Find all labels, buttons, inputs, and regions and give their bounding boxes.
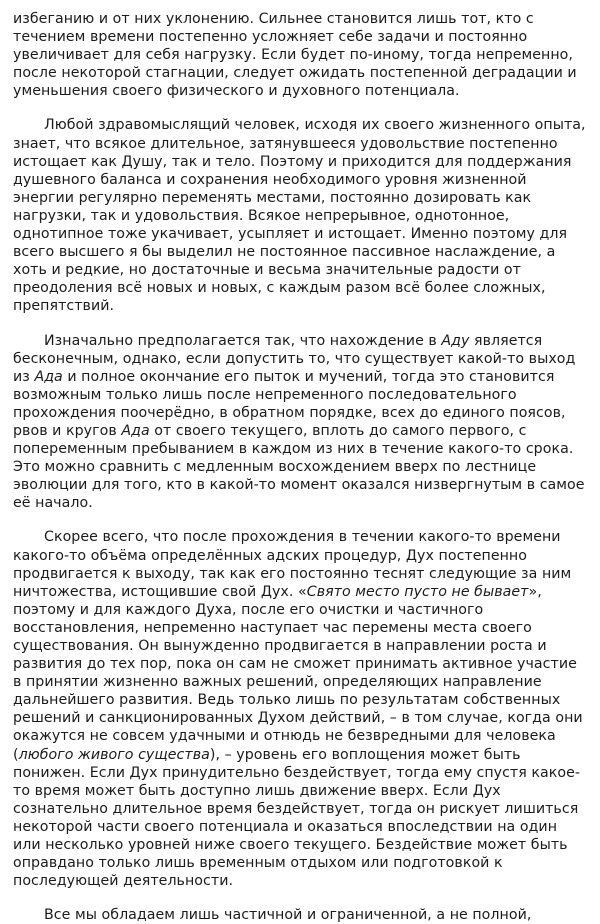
paragraph-3-italic-ada: Ада	[34, 368, 63, 385]
paragraph-4	[13, 528, 587, 890]
paragraph-4-text: », поэтому и для каждого Духа, после его очистки и частичного восстановления, непременно наступает час перемены места своего существования. Он вынужденно продвигается в направлении роста и развития до тех пор, пока он сам не сможет принимать активное участие в принятии жизненно важных решений, определяющих направление дальнейшего развития. Ведь только лишь по результатам собственных решений и санкционированных Духом действий, – в том случае, когда они окажутся не совсем удачными и отнюдь не безвредными для человека (	[13, 583, 583, 763]
paragraph-4-text: ), – уровень его воплощения может быть понижен. Если Дух принудительно бездействует, тогда ему спустя какое-то время может быть доступно лишь движение вверх. Если Дух сознательно длительное время бездействует, тогда он рискует лишиться некоторой части своего потенциала и оказаться впоследствии на один или несколько уровней ниже своего текущего. Бездействие может быть оправдано только лишь временным отдыхом или подготовкой к последующей деятельности.	[13, 746, 581, 890]
paragraph-1-text: избеганию и от них уклонению. Сильнее становится лишь тот, кто с течением времени постепенно усложняет себе задачи и постоянно увеличивает для себя нагрузку. Если будет по-иному, тогда непременно, после некоторой стагнации, следует ожидать постепенной деградации и уменьшения своего физического и духовного потенциала.	[13, 11, 577, 100]
paragraph-5-text: Все мы обладаем лишь частичной и ограниченной, а не полной,	[44, 907, 532, 924]
paragraph-3-text: Изначально предполагается так, что нахождение в	[44, 332, 442, 349]
paragraph-2	[13, 116, 587, 315]
paragraph-5	[13, 906, 587, 924]
paragraph-4-text: Скорее всего, что после прохождения в течении какого-то времени какого-то объёма определённых адских процедур, Дух постепенно продвигается к выходу, так как его постоянно теснят следующие за ним ничтожества, истощившие свой Дух. «	[13, 529, 572, 600]
paragraph-3-text: является бесконечным, однако, если допустить то, что существует какой-то выход из	[13, 332, 576, 385]
paragraph-3-text: и полное окончание его пыток и мучений, тогда это становится возможным только лишь после непременного последовательного прохождения поочерёдно, в обратном порядке, всех до единого поясов, рвов и кругов	[13, 368, 566, 439]
paragraph-4-italic-aside: любого живого существа	[18, 746, 210, 763]
paragraph-1	[13, 10, 587, 100]
paragraph-4-italic-quote: Свято место пусто не бывает	[306, 583, 529, 600]
book-page	[13, 10, 587, 924]
paragraph-2-text: Любой здравомыслящий человек, исходя их своего жизненного опыта, знает, что всякое длительное, затянувшееся удовольствие постепенно истощает как Душу, так и тело. Поэтому и приходится для поддержания душевного баланса и сохранения необходимого уровня жизненной энергии регулярно переменять местами, постоянно дозировать как нагрузки, так и удовольствия. Всякое непрерывное, однотонное, однотипное тоже укачивает, усыпляет и истощает. Именно поэтому для всего высшего я бы выделил не постоянное пассивное наслаждение, а хоть и редкие, но достаточные и весьма значительные радости от преодоления всё новых и новых, с каждым разом всё более сложных, препятствий.	[13, 117, 586, 315]
paragraph-3-italic-ad: Аду	[441, 332, 470, 349]
paragraph-3-italic-ada: Ада	[121, 422, 150, 439]
paragraph-3-text: от своего текущего, вплоть до самого первого, с попеременным пребыванием в каждом из них в течение какого-то срока. Это можно сравнить с медленным восхождением вверх по лестнице эволюции для того, кто в какой-то момент оказался низвергнутым в самое её начало.	[13, 422, 585, 512]
paragraph-3	[13, 332, 587, 513]
